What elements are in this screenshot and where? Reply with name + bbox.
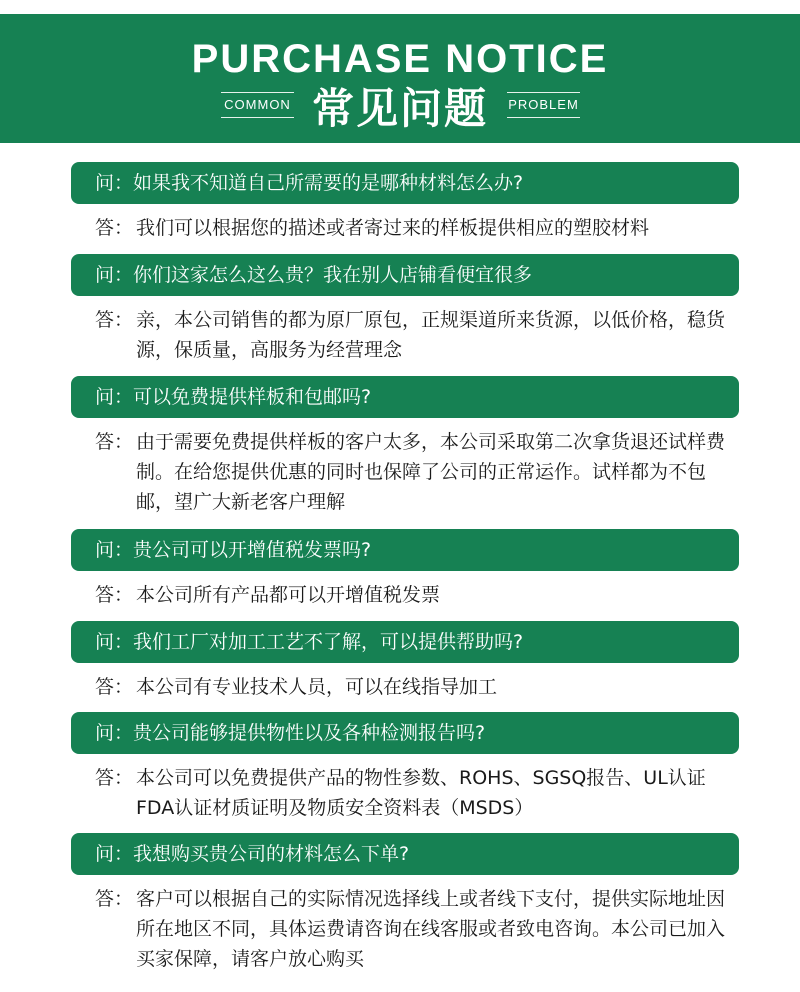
problem-tag: PROBLEM xyxy=(507,92,580,118)
faq-question-3 xyxy=(71,376,739,418)
faq-answer-7 xyxy=(95,884,739,974)
faq-question-1 xyxy=(71,162,739,204)
faq-answer-5 xyxy=(95,672,739,702)
faq-question-7 xyxy=(71,833,739,875)
answer-text: 亲，本公司销售的都为原厂原包，正规渠道所来货源，以低价格，稳货源，保质量，高服务为经营理念 xyxy=(136,309,726,361)
answer-text: 我们可以根据您的描述或者寄过来的样板提供相应的塑胶材料 xyxy=(136,217,650,239)
question-text: 贵公司能够提供物性以及各种检测报告吗? xyxy=(133,722,486,744)
answer-text: 本公司可以免费提供产品的物性参数、ROHS、SGSQ报告、UL认证FDA认证材质证明及物质安全资料表（MSDS） xyxy=(136,767,706,819)
header-title-en: PURCHASE NOTICE xyxy=(191,37,609,81)
answer-prefix: 答： xyxy=(95,309,134,331)
question-prefix: 问： xyxy=(95,172,134,194)
faq-question-6 xyxy=(71,712,739,754)
question-prefix: 问： xyxy=(95,843,134,865)
faq-answer-2 xyxy=(95,305,739,365)
answer-prefix: 答： xyxy=(95,217,134,239)
header-title-cn: 常见问题 xyxy=(311,84,488,133)
faq-answer-4 xyxy=(95,580,739,610)
faq-answer-3 xyxy=(95,427,739,517)
question-prefix: 问： xyxy=(95,631,134,653)
answer-text: 本公司所有产品都可以开增值税发票 xyxy=(136,584,441,606)
faq-answer-1 xyxy=(95,213,739,243)
answer-text: 本公司有专业技术人员，可以在线指导加工 xyxy=(136,676,498,698)
question-text: 贵公司可以开增值税发票吗? xyxy=(133,539,372,561)
question-text: 你们这家怎么这么贵？我在别人店铺看便宜很多 xyxy=(133,264,533,286)
question-prefix: 问： xyxy=(95,386,134,408)
answer-text: 由于需要免费提供样板的客户太多，本公司采取第二次拿货退还试样费制。在给您提供优惠的同时也保障了公司的正常运作。试样都为不包邮，望广大新老客户理解 xyxy=(136,431,726,513)
answer-prefix: 答： xyxy=(95,767,134,789)
answer-prefix: 答： xyxy=(95,888,134,910)
common-tag: COMMON xyxy=(221,92,294,118)
answer-text: 客户可以根据自己的实际情况选择线上或者线下支付，提供实际地址因所在地区不同，具体运费请咨询在线客服或者致电咨询。本公司已加入买家保障，请客户放心购买 xyxy=(136,888,726,970)
purchase-notice-header xyxy=(0,14,800,143)
question-text: 我们工厂对加工工艺不了解，可以提供帮助吗? xyxy=(133,631,524,653)
question-prefix: 问： xyxy=(95,539,134,561)
faq-question-2 xyxy=(71,254,739,296)
question-text: 我想购买贵公司的材料怎么下单? xyxy=(133,843,410,865)
answer-prefix: 答： xyxy=(95,676,134,698)
faq-question-4 xyxy=(71,529,739,571)
question-text: 可以免费提供样板和包邮吗? xyxy=(133,386,372,408)
answer-prefix: 答： xyxy=(95,431,134,453)
answer-prefix: 答： xyxy=(95,584,134,606)
faq-answer-6 xyxy=(95,763,739,823)
question-prefix: 问： xyxy=(95,722,134,744)
header-subtitle-row xyxy=(0,84,800,136)
question-prefix: 问： xyxy=(95,264,134,286)
faq-question-5 xyxy=(71,621,739,663)
question-text: 如果我不知道自己所需要的是哪种材料怎么办? xyxy=(133,172,524,194)
